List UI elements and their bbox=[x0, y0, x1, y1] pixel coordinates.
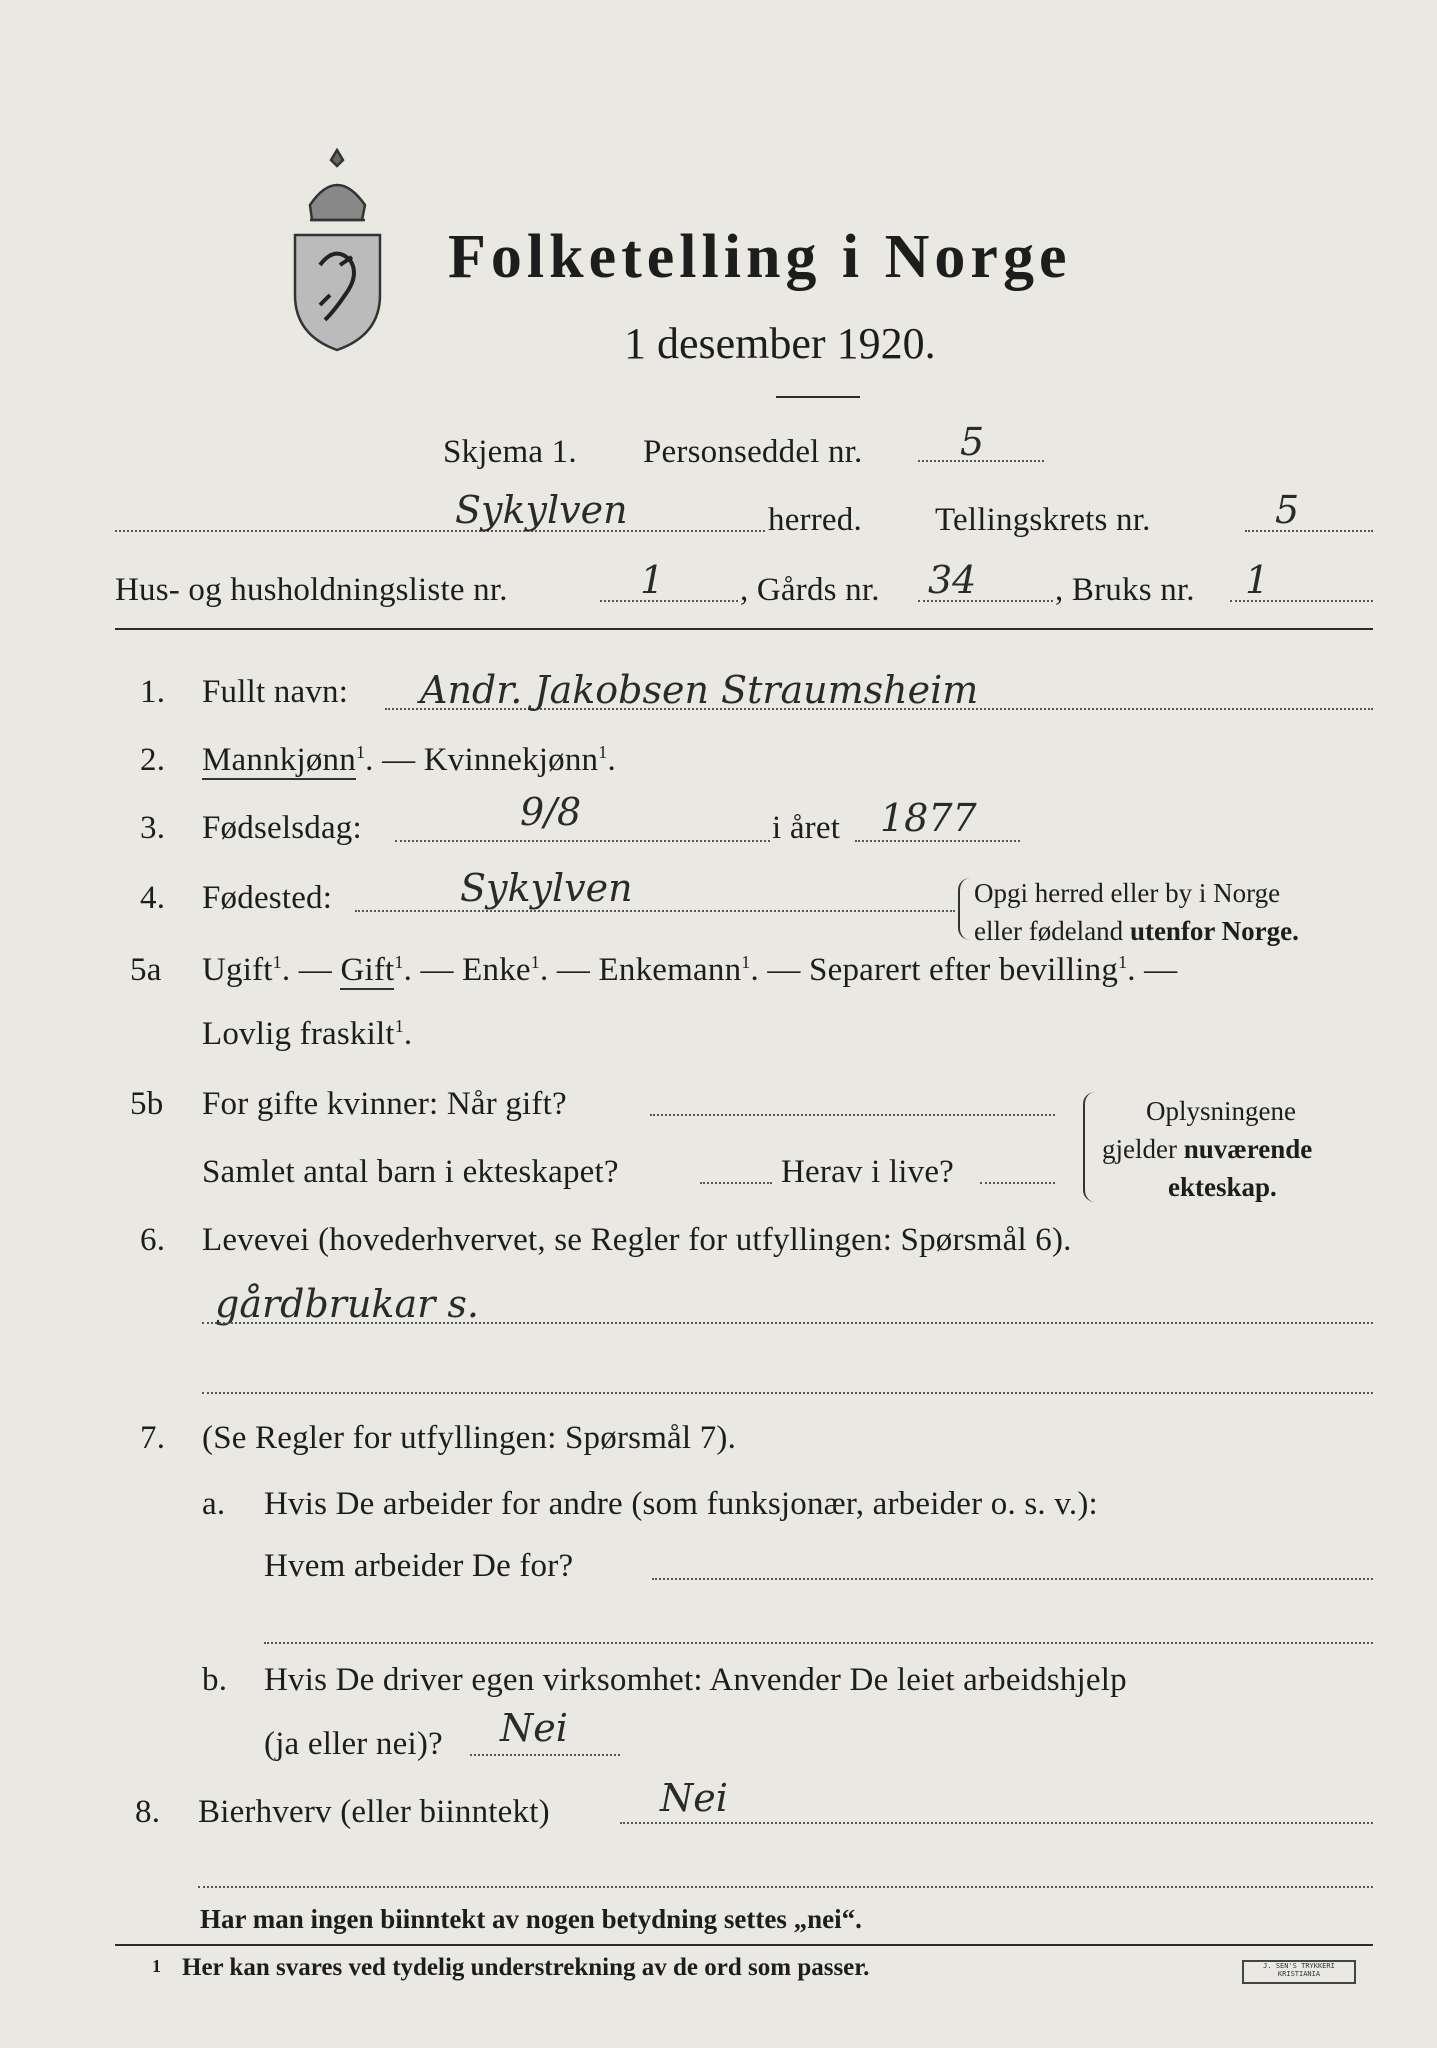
q4-note-line2: eller fødeland utenfor Norge. bbox=[974, 916, 1299, 946]
q7b-number: b. bbox=[202, 1662, 228, 1698]
q5a-ugift[interactable]: Ugift bbox=[202, 952, 273, 988]
q7a-label1: Hvis De arbeider for andre (som funksjonær, arbeider o. s. v.): bbox=[264, 1486, 1098, 1522]
q5a-enke[interactable]: Enke bbox=[462, 952, 531, 988]
q7b-label1: Hvis De driver egen virksomhet: Anvender De leiet arbeidshjelp bbox=[264, 1662, 1127, 1698]
herred-value[interactable]: Sykylven bbox=[455, 488, 628, 532]
q5a-lovlig[interactable]: Lovlig fraskilt$^1$. bbox=[202, 1016, 413, 1052]
q6-label: Levevei (hovederhvervet, se Regler for utfyllingen: Spørsmål 6). bbox=[202, 1222, 1072, 1258]
q4-number: 4. bbox=[140, 880, 166, 916]
q8-number: 8. bbox=[135, 1794, 161, 1830]
q3-year-label: i året bbox=[772, 810, 841, 846]
skjema-label: Skjema 1. bbox=[443, 434, 577, 470]
q5a-number: 5a bbox=[130, 952, 162, 988]
q5a-enkemann[interactable]: Enkemann bbox=[598, 952, 742, 988]
coat-of-arms-icon bbox=[280, 145, 395, 355]
form-title: Folketelling i Norge bbox=[448, 223, 1072, 291]
q1-number: 1. bbox=[140, 674, 166, 710]
q5b-label-married: For gifte kvinner: Når gift? bbox=[202, 1086, 567, 1122]
personseddel-value[interactable]: 5 bbox=[960, 420, 985, 464]
hus-label: Hus- og husholdningsliste nr. bbox=[115, 572, 508, 608]
bruks-label: , Bruks nr. bbox=[1055, 572, 1195, 608]
personseddel-label: Personseddel nr. bbox=[643, 434, 863, 470]
title-divider bbox=[776, 396, 860, 398]
q3-value[interactable]: 9/8 bbox=[520, 790, 582, 834]
q7-number: 7. bbox=[140, 1420, 166, 1456]
tellingskrets-label: Tellingskrets nr. bbox=[935, 502, 1151, 538]
footnote-number: 1 bbox=[152, 1956, 161, 1976]
bruks-value[interactable]: 1 bbox=[1245, 558, 1270, 602]
q6-value[interactable]: gårdbrukar s. bbox=[215, 1282, 479, 1326]
gards-value[interactable]: 34 bbox=[928, 558, 977, 602]
q8-value[interactable]: Nei bbox=[660, 1776, 728, 1820]
tellingskrets-value[interactable]: 5 bbox=[1275, 488, 1300, 532]
printer-stamp: J. SEN'S TRYKKERI KRISTIANIA bbox=[1242, 1960, 1356, 1984]
q2-options: Mannkjønn$^1$. — Kvinnekjønn$^1$. bbox=[202, 742, 616, 778]
herred-label: herred. bbox=[768, 502, 862, 538]
q5b-number: 5b bbox=[130, 1086, 164, 1122]
q2-male-option[interactable]: Mannkjønn bbox=[202, 742, 356, 778]
gards-label: , Gårds nr. bbox=[740, 572, 880, 608]
q5b-label-children: Samlet antal barn i ekteskapet? bbox=[202, 1154, 619, 1190]
q8-label: Bierhverv (eller biinntekt) bbox=[198, 1794, 550, 1830]
q5a-options: Ugift$^1$. — Gift$^1$. — Enke$^1$. — Enkemann$^1$. — Separert efter bevilling$^1$. — bbox=[202, 952, 1178, 988]
q2-female-option[interactable]: Kvinnekjønn bbox=[423, 742, 599, 778]
q4-label: Fødested: bbox=[202, 880, 333, 916]
q3-label: Fødselsdag: bbox=[202, 810, 362, 846]
q5a-separert[interactable]: Separert efter bevilling bbox=[809, 952, 1119, 988]
q5b-note-line1: Oplysningene bbox=[1146, 1096, 1296, 1126]
q1-label: Fullt navn: bbox=[202, 674, 349, 710]
footer-note: Har man ingen biinntekt av nogen betydning settes „nei“. bbox=[200, 1904, 862, 1934]
q6-number: 6. bbox=[140, 1222, 166, 1258]
q7-label: (Se Regler for utfyllingen: Spørsmål 7). bbox=[202, 1420, 737, 1456]
q5b-note-line2: gjelder nuværende bbox=[1102, 1134, 1313, 1164]
q4-value[interactable]: Sykylven bbox=[460, 866, 633, 910]
q7b-label2: (ja eller nei)? bbox=[264, 1726, 443, 1762]
q4-note-line1: Opgi herred eller by i Norge bbox=[974, 878, 1281, 908]
q3-number: 3. bbox=[140, 810, 166, 846]
q7b-value[interactable]: Nei bbox=[500, 1706, 568, 1750]
hus-value[interactable]: 1 bbox=[640, 558, 665, 602]
q5b-label-alive: Herav i live? bbox=[781, 1154, 955, 1190]
header-rule bbox=[115, 628, 1373, 630]
q5b-note-line3: ekteskap. bbox=[1168, 1172, 1277, 1202]
footnote-text: Her kan svares ved tydelig understrekning av de ord som passer. bbox=[182, 1954, 870, 1981]
q3-year-value[interactable]: 1877 bbox=[880, 796, 977, 840]
q5a-gift[interactable]: Gift bbox=[340, 952, 395, 988]
q7a-number: a. bbox=[202, 1486, 226, 1522]
q2-number: 2. bbox=[140, 742, 166, 778]
q1-value[interactable]: Andr. Jakobsen Straumsheim bbox=[420, 668, 979, 712]
q7a-label2: Hvem arbeider De for? bbox=[264, 1548, 574, 1584]
form-date: 1 desember 1920. bbox=[624, 319, 936, 368]
